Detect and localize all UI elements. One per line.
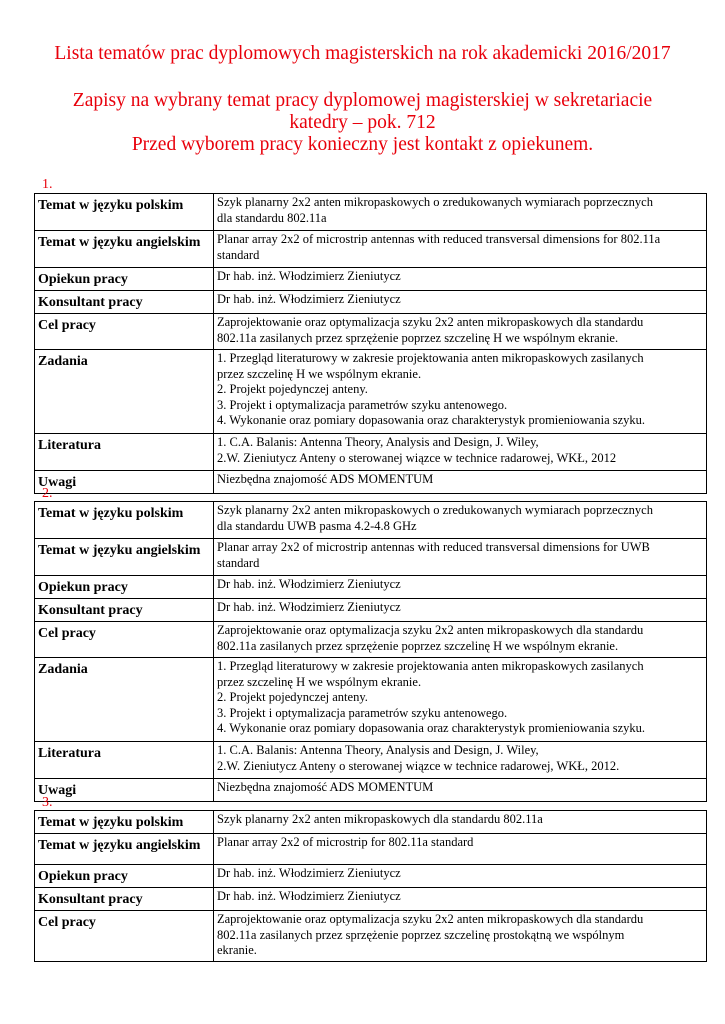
label-konsultant: Konsultant pracy xyxy=(35,599,214,622)
value-line: Dr hab. inż. Włodzimierz Zieniutycz xyxy=(217,889,401,903)
label-temat-en: Temat w języku angielskim xyxy=(35,231,214,268)
label-zadania: Zadania xyxy=(35,658,214,742)
row-temat-pl xyxy=(35,811,707,834)
value-uwagi xyxy=(214,471,707,494)
enrollment-room: katedry – pok. 712 xyxy=(289,112,436,133)
row-temat-en xyxy=(35,834,707,865)
topic-table xyxy=(34,501,707,802)
value-line: Szyk planarny 2x2 anten mikropaskowych o zredukowanych wymiarach poprzecznych xyxy=(217,195,653,209)
value-temat-en xyxy=(214,231,707,268)
row-temat-en xyxy=(35,539,707,576)
label-uwagi: Uwagi xyxy=(35,471,214,494)
topic-number: 1. xyxy=(42,177,53,192)
label-opiekun: Opiekun pracy xyxy=(35,576,214,599)
topic-table xyxy=(34,193,707,494)
label-opiekun: Opiekun pracy xyxy=(35,865,214,888)
value-line: Zaprojektowanie oraz optymalizacja szyku 2x2 anten mikropaskowych dla standardu xyxy=(217,912,644,926)
value-temat-pl xyxy=(214,194,707,231)
value-line: 3. Projekt i optymalizacja parametrów szyku antenowego. xyxy=(217,397,508,412)
label-uwagi: Uwagi xyxy=(35,779,214,802)
label-literatura: Literatura xyxy=(35,742,214,779)
value-line: przez szczelinę H we wspólnym ekranie. xyxy=(217,674,422,689)
value-line: 4. Wykonanie oraz pomiary dopasowania oraz charakterystyk promieniowania szyku. xyxy=(217,413,646,427)
value-line: Niezbędna znajomość ADS MOMENTUM xyxy=(217,780,434,794)
label-zadania: Zadania xyxy=(35,350,214,434)
row-cel xyxy=(35,622,707,658)
value-line: dla standardu 802.11a xyxy=(217,210,327,225)
value-line: standard xyxy=(217,555,260,570)
label-cel: Cel pracy xyxy=(35,622,214,658)
value-line: Dr hab. inż. Włodzimierz Zieniutycz xyxy=(217,292,401,306)
label-konsultant: Konsultant pracy xyxy=(35,291,214,314)
value-opiekun xyxy=(214,576,707,599)
value-line: Dr hab. inż. Włodzimierz Zieniutycz xyxy=(217,600,401,614)
row-opiekun xyxy=(35,865,707,888)
value-line: 2. Projekt pojedynczej anteny. xyxy=(217,690,368,704)
row-cel xyxy=(35,911,707,962)
value-zadania xyxy=(214,658,707,742)
row-literatura xyxy=(35,742,707,779)
label-temat-pl: Temat w języku polskim xyxy=(35,502,214,539)
row-uwagi xyxy=(35,471,707,494)
value-line: 1. C.A. Balanis: Antenna Theory, Analysis and Design, J. Wiley, xyxy=(217,743,539,757)
value-line: 3. Projekt i optymalizacja parametrów szyku antenowego. xyxy=(217,705,508,720)
document-title: Lista tematów prac dyplomowych magisterskich na rok akademicki 2016/2017 xyxy=(54,43,671,64)
label-cel: Cel pracy xyxy=(35,911,214,962)
value-temat-en xyxy=(214,834,707,865)
label-literatura: Literatura xyxy=(35,434,214,471)
row-konsultant xyxy=(35,888,707,911)
row-opiekun xyxy=(35,576,707,599)
row-cel xyxy=(35,314,707,350)
label-temat-pl: Temat w języku polskim xyxy=(35,194,214,231)
row-temat-pl xyxy=(35,194,707,231)
row-zadania xyxy=(35,350,707,434)
value-line: 4. Wykonanie oraz pomiary dopasowania oraz charakterystyk promieniowania szyku. xyxy=(217,721,646,735)
value-line: przez szczelinę H we wspólnym ekranie. xyxy=(217,366,422,381)
row-uwagi xyxy=(35,779,707,802)
value-line: Dr hab. inż. Włodzimierz Zieniutycz xyxy=(217,269,401,283)
value-konsultant xyxy=(214,291,707,314)
value-cel xyxy=(214,911,707,962)
value-line: Szyk planarny 2x2 anten mikropaskowych o zredukowanych wymiarach poprzecznych xyxy=(217,503,653,517)
value-line: standard xyxy=(217,247,260,262)
label-cel: Cel pracy xyxy=(35,314,214,350)
topic-number: 2. xyxy=(42,486,53,501)
value-line: Planar array 2x2 of microstrip for 802.11a standard xyxy=(217,835,474,849)
value-line: 2. Projekt pojedynczej anteny. xyxy=(217,382,368,396)
value-literatura xyxy=(214,434,707,471)
value-opiekun xyxy=(214,865,707,888)
value-line: Niezbędna znajomość ADS MOMENTUM xyxy=(217,472,434,486)
value-line: Zaprojektowanie oraz optymalizacja szyku 2x2 anten mikropaskowych dla standardu xyxy=(217,623,644,637)
value-line: Planar array 2x2 of microstrip antennas with reduced transversal dimensions for UWB xyxy=(217,540,650,554)
value-line: dla standardu UWB pasma 4.2-4.8 GHz xyxy=(217,518,417,533)
value-line: Planar array 2x2 of microstrip antennas with reduced transversal dimensions for 802.11a xyxy=(217,232,661,246)
value-line: 1. C.A. Balanis: Antenna Theory, Analysis and Design, J. Wiley, xyxy=(217,435,539,449)
row-opiekun xyxy=(35,268,707,291)
value-cel xyxy=(214,314,707,350)
label-temat-en: Temat w języku angielskim xyxy=(35,834,214,865)
enrollment-note: Zapisy na wybrany temat pracy dyplomowej magisterskiej w sekretariacie xyxy=(72,90,653,111)
value-konsultant xyxy=(214,888,707,911)
label-temat-en: Temat w języku angielskim xyxy=(35,539,214,576)
value-cel xyxy=(214,622,707,658)
value-uwagi xyxy=(214,779,707,802)
value-konsultant xyxy=(214,599,707,622)
value-temat-pl xyxy=(214,811,707,834)
topic-number: 3. xyxy=(42,795,53,810)
value-line: 802.11a zasilanych przez sprzężenie poprzez szczelinę prostokątną we wspólnym xyxy=(217,927,625,942)
value-temat-pl xyxy=(214,502,707,539)
row-literatura xyxy=(35,434,707,471)
value-line: 1. Przegląd literaturowy w zakresie projektowania anten mikropaskowych zasilanych xyxy=(217,659,644,673)
value-line: 2.W. Zieniutycz Anteny o sterowanej wiązce w technice radarowej, WKŁ, 2012 xyxy=(217,450,617,465)
value-line: Zaprojektowanie oraz optymalizacja szyku 2x2 anten mikropaskowych dla standardu xyxy=(217,315,644,329)
value-temat-en xyxy=(214,539,707,576)
label-konsultant: Konsultant pracy xyxy=(35,888,214,911)
value-line: Szyk planarny 2x2 anten mikropaskowych dla standardu 802.11a xyxy=(217,812,543,826)
row-konsultant xyxy=(35,599,707,622)
value-opiekun xyxy=(214,268,707,291)
row-temat-en xyxy=(35,231,707,268)
topic-table xyxy=(34,810,707,962)
value-line: Dr hab. inż. Włodzimierz Zieniutycz xyxy=(217,577,401,591)
label-opiekun: Opiekun pracy xyxy=(35,268,214,291)
value-line: 802.11a zasilanych przez sprzężenie poprzez szczelinę H we wspólnym ekranie. xyxy=(217,638,619,653)
value-line: 1. Przegląd literaturowy w zakresie projektowania anten mikropaskowych zasilanych xyxy=(217,351,644,365)
row-zadania xyxy=(35,658,707,742)
label-temat-pl: Temat w języku polskim xyxy=(35,811,214,834)
value-line: ekranie. xyxy=(217,943,257,957)
row-temat-pl xyxy=(35,502,707,539)
value-line: 2.W. Zieniutycz Anteny o sterowanej wiązce w technice radarowej, WKŁ, 2012. xyxy=(217,758,620,773)
value-zadania xyxy=(214,350,707,434)
value-literatura xyxy=(214,742,707,779)
row-konsultant xyxy=(35,291,707,314)
value-line: Dr hab. inż. Włodzimierz Zieniutycz xyxy=(217,866,401,880)
value-line: 802.11a zasilanych przez sprzężenie poprzez szczelinę H we wspólnym ekranie. xyxy=(217,330,619,345)
contact-note: Przed wyborem pracy konieczny jest kontakt z opiekunem. xyxy=(131,134,594,155)
